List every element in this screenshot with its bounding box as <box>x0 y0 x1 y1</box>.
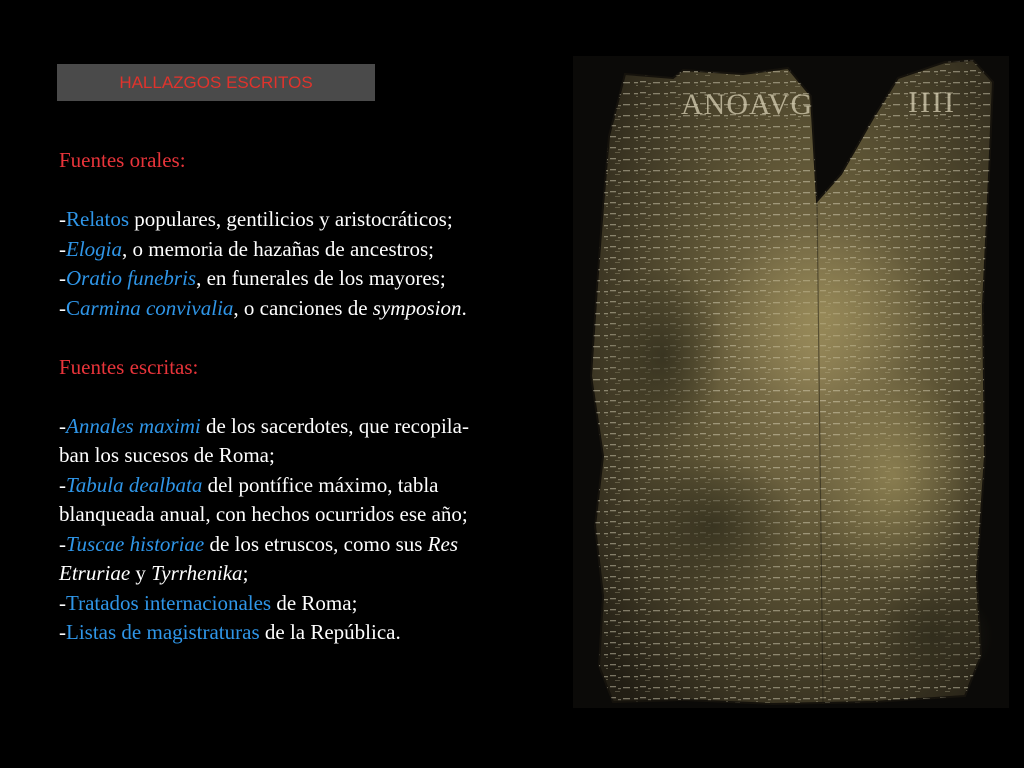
term-oratio-funebris: Oratio funebris <box>66 266 197 290</box>
semicolon: ; <box>242 561 249 585</box>
written-item-tabula <box>59 471 579 501</box>
written-item-annales-cont: ban los sucesos de Roma; <box>59 443 275 467</box>
oral-item-text: , o canciones de <box>233 295 373 320</box>
spacer <box>59 382 579 412</box>
inscription-tablet-image <box>573 56 1009 708</box>
oral-item-relatos <box>59 205 579 235</box>
term-res: Res <box>427 531 458 556</box>
term-carmina-initial: C <box>66 295 81 320</box>
written-item-text: de los sacerdotes, que recopila- <box>200 413 469 438</box>
written-item-tabula-cont: blanqueada anual, con hechos ocurridos ese año; <box>59 502 468 526</box>
term-tuscae-historiae: Tuscae historiae <box>66 531 205 556</box>
period: . <box>395 620 401 644</box>
slide-body <box>59 146 579 648</box>
term-tyrrhenika: Tyrrhenika <box>151 561 243 585</box>
oral-item-elogia <box>59 235 579 265</box>
inscription-header-right: IIII <box>908 86 956 119</box>
oral-item-text: populares, gentilicios y aristocráticos; <box>129 207 453 231</box>
term-relatos: Relatos <box>66 207 129 231</box>
written-item-tratados <box>59 589 579 619</box>
term-tratados-internacionales: Tratados internacionales <box>66 590 272 615</box>
tablet-illustration <box>573 56 1009 708</box>
dash: - <box>59 236 66 261</box>
written-item-annales <box>59 412 579 442</box>
oral-item-carmina <box>59 294 579 324</box>
period: . <box>461 295 467 320</box>
term-listas-magistraturas: Listas de magistraturas <box>66 620 260 644</box>
spacer <box>59 323 579 353</box>
dash: - <box>59 472 66 497</box>
dash: - <box>59 413 66 438</box>
oral-sources-heading: Fuentes orales: <box>59 148 186 172</box>
term-carmina-convivalia: armina convivalia <box>80 295 234 320</box>
spacer <box>59 176 579 206</box>
term-symposion: symposion <box>372 295 462 320</box>
written-item-text: de Roma; <box>271 590 358 615</box>
dash: - <box>59 590 66 615</box>
term-tabula-dealbata: Tabula dealbata <box>66 472 203 497</box>
dash: - <box>59 531 66 556</box>
dash: - <box>59 207 66 231</box>
slide-title-box <box>57 64 375 101</box>
term-annales-maximi: Annales maximi <box>66 413 201 438</box>
dash: - <box>59 295 66 320</box>
dash: - <box>59 620 66 644</box>
dash: - <box>59 266 66 290</box>
slide-title: HALLAZGOS ESCRITOS <box>119 72 313 92</box>
written-item-text: de la República <box>259 620 396 644</box>
written-item-tuscae <box>59 530 579 560</box>
inscription-header-left: ANOAVG <box>681 88 814 121</box>
connector: y <box>130 561 152 585</box>
written-item-text: de los etruscos, como sus <box>204 531 428 556</box>
written-sources-heading: Fuentes escritas: <box>59 354 199 379</box>
oral-item-oratio <box>59 264 579 294</box>
written-item-listas <box>59 618 579 648</box>
term-elogia: Elogia <box>66 236 122 261</box>
term-etruriae: Etruriae <box>59 561 131 585</box>
written-item-text: del pontífice máximo, tabla <box>202 472 439 497</box>
oral-item-text: , en funerales de los mayores; <box>196 266 446 290</box>
oral-item-text: , o memoria de hazañas de ancestros; <box>122 236 434 261</box>
written-item-tuscae-cont <box>59 559 579 589</box>
